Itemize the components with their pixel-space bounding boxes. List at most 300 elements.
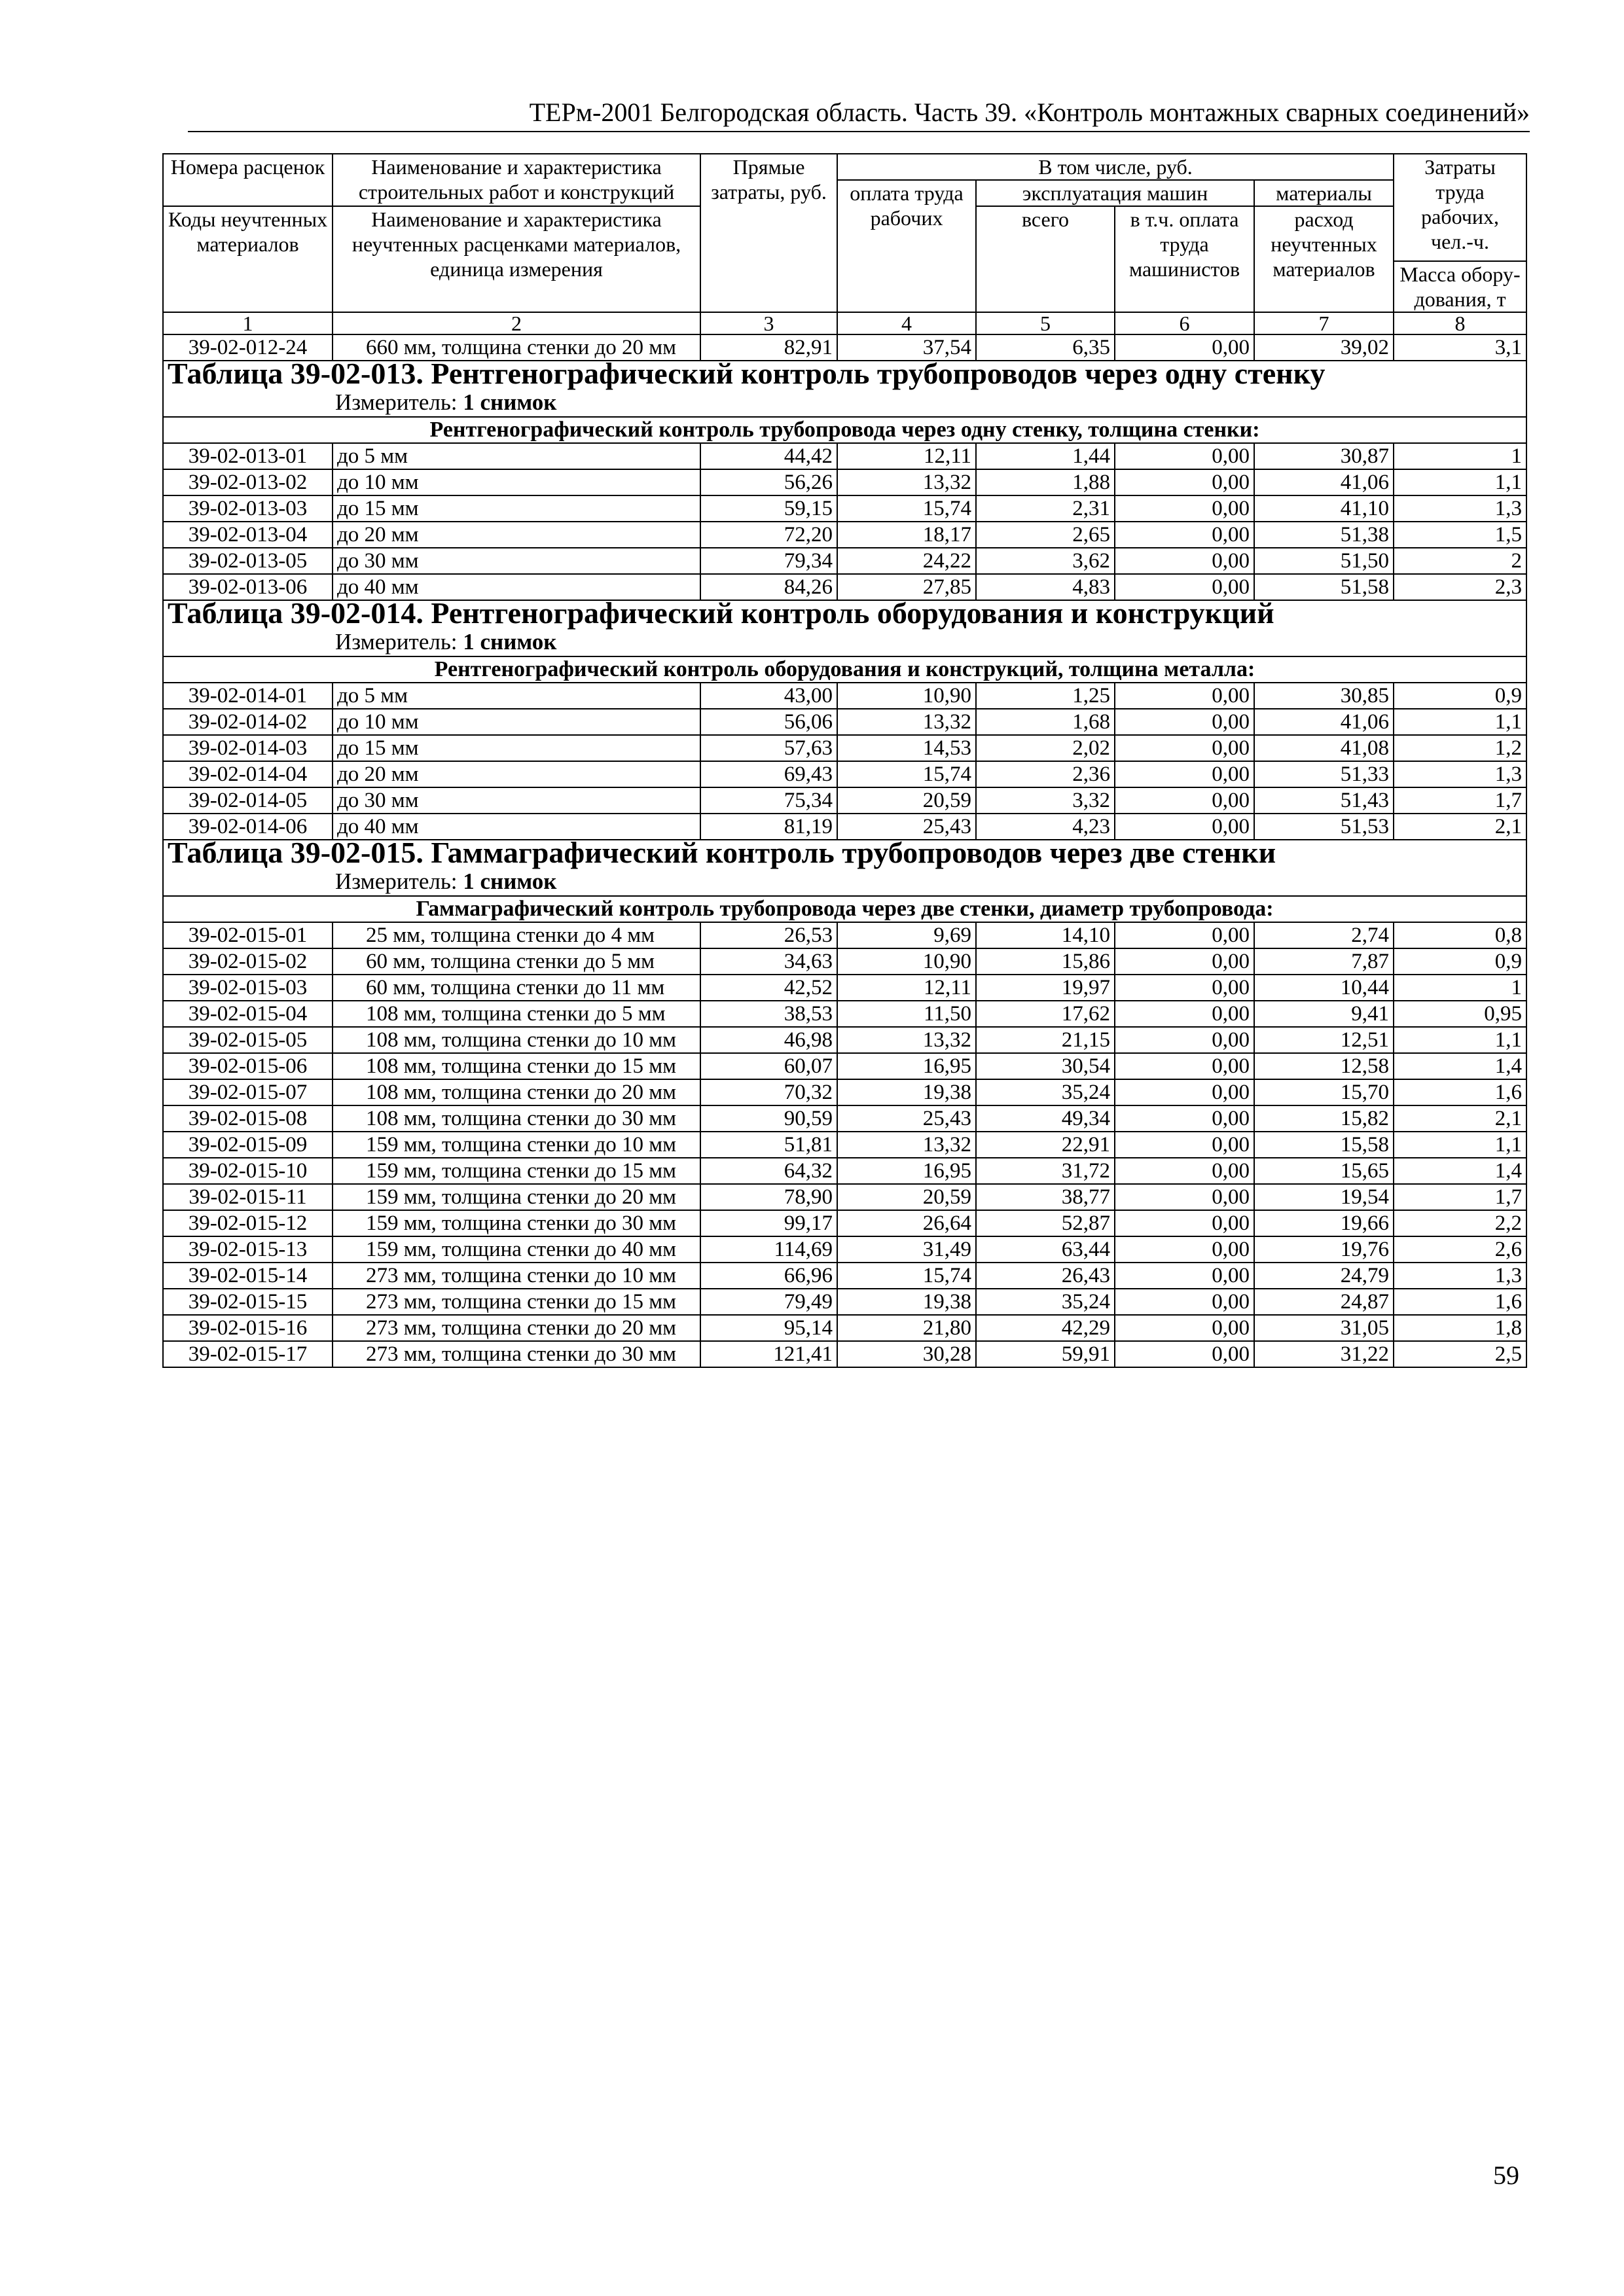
row-machine-cost: 31,72 [976, 1158, 1115, 1184]
row-labor-cost: 24,22 [837, 548, 976, 574]
row-name: 60 мм, толщина стенки до 11 мм [333, 975, 700, 1001]
row-code: 39-02-015-08 [163, 1105, 333, 1132]
row-operator-cost: 0,00 [1115, 922, 1254, 948]
row-machine-cost: 35,24 [976, 1289, 1115, 1315]
row-operator-cost: 0,00 [1115, 1105, 1254, 1132]
row-machine-cost: 52,87 [976, 1210, 1115, 1236]
table-row [163, 1289, 1526, 1315]
row-name: 108 мм, толщина стенки до 5 мм [333, 1001, 700, 1027]
col7-header: расход неучтенных материалов [1254, 206, 1394, 312]
row-direct-cost: 90,59 [700, 1105, 837, 1132]
row-labor-hours: 1,1 [1394, 469, 1526, 495]
row-material-cost: 19,54 [1254, 1184, 1394, 1210]
row-labor-cost: 13,32 [837, 1132, 976, 1158]
row-material-cost: 15,58 [1254, 1132, 1394, 1158]
row-name: 273 мм, толщина стенки до 30 мм [333, 1341, 700, 1367]
section-015-title: Таблица 39-02-015. Гаммаграфический контроль трубопроводов через две стенки [168, 840, 1276, 869]
row-labor-cost: 11,50 [837, 1001, 976, 1027]
row-name: 108 мм, толщина стенки до 10 мм [333, 1027, 700, 1053]
row-labor-hours: 1,7 [1394, 1184, 1526, 1210]
section-014-rows [163, 683, 1526, 840]
row-name: до 15 мм [333, 495, 700, 522]
section-013-rows [163, 443, 1526, 600]
table-row [163, 1263, 1526, 1289]
row-labor-hours: 1,6 [1394, 1079, 1526, 1105]
row-code: 39-02-015-01 [163, 922, 333, 948]
table-row [163, 548, 1526, 574]
row-machine-cost: 3,62 [976, 548, 1115, 574]
col8-top-header: Затраты труда рабочих, чел.-ч. [1394, 154, 1526, 261]
row-operator-cost: 0,00 [1115, 495, 1254, 522]
row-labor-cost: 20,59 [837, 1184, 976, 1210]
row-material-cost: 30,85 [1254, 683, 1394, 709]
table-row [163, 709, 1526, 735]
row-machine-cost: 14,10 [976, 922, 1115, 948]
row-labor-hours: 0,95 [1394, 1001, 1526, 1027]
row-direct-cost: 56,06 [700, 709, 837, 735]
row-material-cost: 39,02 [1254, 334, 1394, 361]
row-machine-cost: 17,62 [976, 1001, 1115, 1027]
meter-label: Измеритель: [335, 869, 458, 894]
subheader-row [163, 896, 1526, 922]
row-direct-cost: 78,90 [700, 1184, 837, 1210]
row-direct-cost: 46,98 [700, 1027, 837, 1053]
meter-value: 1 снимок [463, 629, 557, 655]
row-code: 39-02-015-13 [163, 1236, 333, 1263]
row-code: 39-02-015-12 [163, 1210, 333, 1236]
row-direct-cost: 60,07 [700, 1053, 837, 1079]
table-row [163, 735, 1526, 761]
row-material-cost: 19,66 [1254, 1210, 1394, 1236]
row-name: 159 мм, толщина стенки до 20 мм [333, 1184, 700, 1210]
table-row [163, 1184, 1526, 1210]
row-material-cost: 51,58 [1254, 574, 1394, 600]
row-labor-hours: 1,2 [1394, 735, 1526, 761]
meter-value: 1 снимок [463, 389, 557, 415]
row-material-cost: 51,53 [1254, 814, 1394, 840]
row-operator-cost: 0,00 [1115, 787, 1254, 814]
row-direct-cost: 99,17 [700, 1210, 837, 1236]
row-material-cost: 51,38 [1254, 522, 1394, 548]
table-row [163, 1236, 1526, 1263]
row-machine-cost: 19,97 [976, 975, 1115, 1001]
row-machine-cost: 1,44 [976, 443, 1115, 469]
row-direct-cost: 82,91 [700, 334, 837, 361]
col6-header: в т.ч. оплата труда машинистов [1115, 206, 1254, 312]
row-material-cost: 31,05 [1254, 1315, 1394, 1341]
row-operator-cost: 0,00 [1115, 1158, 1254, 1184]
col-number: 7 [1254, 312, 1394, 334]
row-name: 159 мм, толщина стенки до 40 мм [333, 1236, 700, 1263]
row-machine-cost: 1,25 [976, 683, 1115, 709]
row-labor-cost: 27,85 [837, 574, 976, 600]
row-code: 39-02-015-07 [163, 1079, 333, 1105]
row-machine-cost: 63,44 [976, 1236, 1115, 1263]
section-015-head [163, 840, 1526, 922]
table-row [163, 683, 1526, 709]
subheader-row [163, 656, 1526, 683]
row-machine-cost: 22,91 [976, 1132, 1115, 1158]
row-operator-cost: 0,00 [1115, 1341, 1254, 1367]
row-code: 39-02-013-02 [163, 469, 333, 495]
row-code: 39-02-012-24 [163, 334, 333, 361]
row-operator-cost: 0,00 [1115, 1053, 1254, 1079]
section-014-title-cell [163, 600, 1526, 656]
meter-label: Измеритель: [335, 389, 458, 415]
table-row [163, 1027, 1526, 1053]
section-title-row [163, 361, 1526, 417]
row-code: 39-02-013-06 [163, 574, 333, 600]
row-direct-cost: 56,26 [700, 469, 837, 495]
row-material-cost: 41,10 [1254, 495, 1394, 522]
row-direct-cost: 44,42 [700, 443, 837, 469]
subheader-row [163, 417, 1526, 443]
row-code: 39-02-014-02 [163, 709, 333, 735]
row-name: до 5 мм [333, 683, 700, 709]
row-machine-cost: 1,88 [976, 469, 1115, 495]
row-operator-cost: 0,00 [1115, 1027, 1254, 1053]
row-name: 273 мм, толщина стенки до 10 мм [333, 1263, 700, 1289]
header-rule [188, 131, 1530, 132]
row-labor-cost: 13,32 [837, 469, 976, 495]
row-direct-cost: 121,41 [700, 1341, 837, 1367]
row-direct-cost: 72,20 [700, 522, 837, 548]
row-name: 60 мм, толщина стенки до 5 мм [333, 948, 700, 975]
row-machine-cost: 4,83 [976, 574, 1115, 600]
table-row [163, 443, 1526, 469]
col-number: 3 [700, 312, 837, 334]
row-name: до 15 мм [333, 735, 700, 761]
row-machine-cost: 26,43 [976, 1263, 1115, 1289]
row-name: 159 мм, толщина стенки до 10 мм [333, 1132, 700, 1158]
row-direct-cost: 84,26 [700, 574, 837, 600]
row-labor-cost: 19,38 [837, 1079, 976, 1105]
row-direct-cost: 79,34 [700, 548, 837, 574]
table-row [163, 948, 1526, 975]
row-code: 39-02-013-04 [163, 522, 333, 548]
row-material-cost: 15,65 [1254, 1158, 1394, 1184]
row-labor-cost: 37,54 [837, 334, 976, 361]
row-machine-cost: 2,31 [976, 495, 1115, 522]
row-labor-cost: 21,80 [837, 1315, 976, 1341]
section-013-title: Таблица 39-02-013. Рентгенографический контроль трубопроводов через одну стенку [168, 361, 1326, 390]
row-direct-cost: 59,15 [700, 495, 837, 522]
row-labor-hours: 0,8 [1394, 922, 1526, 948]
row-labor-cost: 16,95 [837, 1158, 976, 1184]
table-row [163, 469, 1526, 495]
row-material-cost: 41,06 [1254, 469, 1394, 495]
row-material-cost: 15,70 [1254, 1079, 1394, 1105]
section-014-head [163, 600, 1526, 683]
row-code: 39-02-015-16 [163, 1315, 333, 1341]
table-row [163, 1341, 1526, 1367]
row-labor-hours: 1,7 [1394, 787, 1526, 814]
row-labor-cost: 20,59 [837, 787, 976, 814]
row-direct-cost: 64,32 [700, 1158, 837, 1184]
row-operator-cost: 0,00 [1115, 1079, 1254, 1105]
table-row [163, 495, 1526, 522]
row-code: 39-02-015-05 [163, 1027, 333, 1053]
table-row [163, 1053, 1526, 1079]
table-row [163, 814, 1526, 840]
row-name: до 10 мм [333, 469, 700, 495]
row-labor-cost: 9,69 [837, 922, 976, 948]
table-row [163, 922, 1526, 948]
row-code: 39-02-015-11 [163, 1184, 333, 1210]
section-013-title-cell [163, 361, 1526, 417]
row-material-cost: 51,33 [1254, 761, 1394, 787]
table-row [163, 1315, 1526, 1341]
row-machine-cost: 59,91 [976, 1341, 1115, 1367]
row-operator-cost: 0,00 [1115, 948, 1254, 975]
section-title-row [163, 840, 1526, 896]
row-labor-hours: 1,4 [1394, 1158, 1526, 1184]
row-labor-hours: 0,9 [1394, 683, 1526, 709]
row-direct-cost: 66,96 [700, 1263, 837, 1289]
row-material-cost: 9,41 [1254, 1001, 1394, 1027]
row-name: 108 мм, толщина стенки до 20 мм [333, 1079, 700, 1105]
row-material-cost: 15,82 [1254, 1105, 1394, 1132]
row-labor-hours: 1,8 [1394, 1315, 1526, 1341]
row-material-cost: 41,06 [1254, 709, 1394, 735]
section-015-meter [168, 865, 1522, 895]
row-labor-hours: 0,9 [1394, 948, 1526, 975]
col1-bottom-header: Коды неучтенных материалов [163, 206, 333, 312]
section-014-title: Таблица 39-02-014. Рентгенографический контроль оборудования и конструкций [168, 600, 1274, 630]
row-labor-cost: 25,43 [837, 1105, 976, 1132]
row-labor-cost: 25,43 [837, 814, 976, 840]
meter-value: 1 снимок [463, 869, 557, 894]
row-code: 39-02-015-10 [163, 1158, 333, 1184]
row-material-cost: 51,43 [1254, 787, 1394, 814]
page-header-title: ТЕРм-2001 Белгородская область. Часть 39. «Контроль монтажных сварных соединений» [529, 98, 1530, 127]
row-machine-cost: 15,86 [976, 948, 1115, 975]
col-number: 8 [1394, 312, 1526, 334]
row-name: до 10 мм [333, 709, 700, 735]
table-row [163, 1001, 1526, 1027]
row-labor-hours: 1,3 [1394, 495, 1526, 522]
row-code: 39-02-014-04 [163, 761, 333, 787]
table-row [163, 1210, 1526, 1236]
row-operator-cost: 0,00 [1115, 1132, 1254, 1158]
row-labor-hours: 2,5 [1394, 1341, 1526, 1367]
row-material-cost: 30,87 [1254, 443, 1394, 469]
row-operator-cost: 0,00 [1115, 443, 1254, 469]
row-machine-cost: 1,68 [976, 709, 1115, 735]
row-name: 25 мм, толщина стенки до 4 мм [333, 922, 700, 948]
row-labor-cost: 15,74 [837, 761, 976, 787]
row-labor-hours: 1,4 [1394, 1053, 1526, 1079]
row-name: до 40 мм [333, 574, 700, 600]
row-code: 39-02-014-01 [163, 683, 333, 709]
row-machine-cost: 30,54 [976, 1053, 1115, 1079]
row-labor-cost: 16,95 [837, 1053, 976, 1079]
section-013-meter [168, 386, 1522, 416]
col-number: 4 [837, 312, 976, 334]
row-machine-cost: 35,24 [976, 1079, 1115, 1105]
row-labor-hours: 1,6 [1394, 1289, 1526, 1315]
row-name: 273 мм, толщина стенки до 20 мм [333, 1315, 700, 1341]
section-015-title-cell [163, 840, 1526, 896]
col-number: 2 [333, 312, 700, 334]
table-row [163, 1105, 1526, 1132]
row-name: до 5 мм [333, 443, 700, 469]
row-operator-cost: 0,00 [1115, 469, 1254, 495]
row-machine-cost: 21,15 [976, 1027, 1115, 1053]
row-code: 39-02-013-05 [163, 548, 333, 574]
row-material-cost: 7,87 [1254, 948, 1394, 975]
row-code: 39-02-014-05 [163, 787, 333, 814]
row-direct-cost: 69,43 [700, 761, 837, 787]
row-operator-cost: 0,00 [1115, 334, 1254, 361]
row-labor-hours: 2,1 [1394, 1105, 1526, 1132]
row-code: 39-02-014-03 [163, 735, 333, 761]
row-labor-hours: 3,1 [1394, 334, 1526, 361]
table-row [163, 522, 1526, 548]
section-014-subheader: Рентгенографический контроль оборудования и конструкций, толщина металла: [163, 656, 1526, 683]
row-operator-cost: 0,00 [1115, 814, 1254, 840]
row-labor-cost: 26,64 [837, 1210, 976, 1236]
page-number: 59 [1493, 2161, 1519, 2190]
row-material-cost: 19,76 [1254, 1236, 1394, 1263]
col-number: 5 [976, 312, 1115, 334]
row-name: 108 мм, толщина стенки до 15 мм [333, 1053, 700, 1079]
col8-bottom-header: Масса обору-дования, т [1394, 261, 1526, 312]
row-machine-cost: 2,65 [976, 522, 1115, 548]
row-code: 39-02-013-03 [163, 495, 333, 522]
row-name: до 30 мм [333, 787, 700, 814]
table-row [163, 334, 1526, 361]
col2-bottom-header: Наименование и характеристика неучтенных расценками материалов, единица измерения [333, 206, 700, 312]
col1-top-header: Номера расценок [163, 154, 333, 206]
row-labor-hours: 2 [1394, 548, 1526, 574]
row-name: 159 мм, толщина стенки до 15 мм [333, 1158, 700, 1184]
row-operator-cost: 0,00 [1115, 683, 1254, 709]
row-labor-cost: 30,28 [837, 1341, 976, 1367]
section-015-rows [163, 922, 1526, 1367]
row-name: 108 мм, толщина стенки до 30 мм [333, 1105, 700, 1132]
table-header [163, 154, 1526, 334]
row-operator-cost: 0,00 [1115, 1263, 1254, 1289]
row-material-cost: 12,58 [1254, 1053, 1394, 1079]
row-direct-cost: 51,81 [700, 1132, 837, 1158]
row-operator-cost: 0,00 [1115, 1315, 1254, 1341]
row-code: 39-02-015-17 [163, 1341, 333, 1367]
col2-top-header: Наименование и характеристика строительных работ и конструкций [333, 154, 700, 206]
row-code: 39-02-015-06 [163, 1053, 333, 1079]
row-labor-hours: 1,5 [1394, 522, 1526, 548]
row-direct-cost: 81,19 [700, 814, 837, 840]
machines-header: эксплуатация машин [976, 180, 1254, 206]
row-name: до 20 мм [333, 522, 700, 548]
table-row [163, 975, 1526, 1001]
row-labor-cost: 18,17 [837, 522, 976, 548]
row-machine-cost: 42,29 [976, 1315, 1115, 1341]
row-labor-hours: 2,2 [1394, 1210, 1526, 1236]
row-material-cost: 24,79 [1254, 1263, 1394, 1289]
row-operator-cost: 0,00 [1115, 1210, 1254, 1236]
col3-header: Прямые затраты, руб. [700, 154, 837, 312]
table-row [163, 761, 1526, 787]
table-body [163, 334, 1526, 443]
row-machine-cost: 6,35 [976, 334, 1115, 361]
row-labor-hours: 1 [1394, 975, 1526, 1001]
row-direct-cost: 75,34 [700, 787, 837, 814]
row-machine-cost: 2,02 [976, 735, 1115, 761]
row-material-cost: 31,22 [1254, 1341, 1394, 1367]
row-labor-hours: 1,1 [1394, 709, 1526, 735]
row-direct-cost: 38,53 [700, 1001, 837, 1027]
row-operator-cost: 0,00 [1115, 709, 1254, 735]
row-operator-cost: 0,00 [1115, 1001, 1254, 1027]
row-direct-cost: 43,00 [700, 683, 837, 709]
row-labor-cost: 19,38 [837, 1289, 976, 1315]
row-operator-cost: 0,00 [1115, 735, 1254, 761]
row-code: 39-02-014-06 [163, 814, 333, 840]
row-direct-cost: 34,63 [700, 948, 837, 975]
row-labor-cost: 12,11 [837, 975, 976, 1001]
row-labor-hours: 2,1 [1394, 814, 1526, 840]
row-code: 39-02-013-01 [163, 443, 333, 469]
row-labor-hours: 1,1 [1394, 1132, 1526, 1158]
row-machine-cost: 2,36 [976, 761, 1115, 787]
row-code: 39-02-015-15 [163, 1289, 333, 1315]
section-title-row [163, 600, 1526, 656]
col-number: 6 [1115, 312, 1254, 334]
row-name: 273 мм, толщина стенки до 15 мм [333, 1289, 700, 1315]
row-direct-cost: 70,32 [700, 1079, 837, 1105]
table-row [163, 787, 1526, 814]
table-row [163, 1079, 1526, 1105]
row-direct-cost: 26,53 [700, 922, 837, 948]
row-labor-cost: 13,32 [837, 1027, 976, 1053]
col-number: 1 [163, 312, 333, 334]
row-material-cost: 51,50 [1254, 548, 1394, 574]
row-code: 39-02-015-02 [163, 948, 333, 975]
row-labor-cost: 13,32 [837, 709, 976, 735]
row-material-cost: 2,74 [1254, 922, 1394, 948]
row-operator-cost: 0,00 [1115, 574, 1254, 600]
row-operator-cost: 0,00 [1115, 1236, 1254, 1263]
col5-header: всего [976, 206, 1115, 312]
row-code: 39-02-015-04 [163, 1001, 333, 1027]
row-code: 39-02-015-09 [163, 1132, 333, 1158]
incl-header: В том числе, руб. [837, 154, 1394, 180]
row-direct-cost: 95,14 [700, 1315, 837, 1341]
row-machine-cost: 3,32 [976, 787, 1115, 814]
row-material-cost: 10,44 [1254, 975, 1394, 1001]
row-labor-hours: 1 [1394, 443, 1526, 469]
row-operator-cost: 0,00 [1115, 522, 1254, 548]
row-operator-cost: 0,00 [1115, 548, 1254, 574]
row-labor-cost: 15,74 [837, 1263, 976, 1289]
row-operator-cost: 0,00 [1115, 975, 1254, 1001]
row-labor-hours: 2,6 [1394, 1236, 1526, 1263]
table-row [163, 1158, 1526, 1184]
row-name: до 20 мм [333, 761, 700, 787]
row-labor-cost: 12,11 [837, 443, 976, 469]
row-operator-cost: 0,00 [1115, 1184, 1254, 1210]
table-row [163, 1132, 1526, 1158]
section-013-subheader: Рентгенографический контроль трубопровода через одну стенку, толщина стенки: [163, 417, 1526, 443]
col4-header: оплата труда рабочих [837, 180, 976, 312]
materials-header: материалы [1254, 180, 1394, 206]
row-labor-hours: 1,1 [1394, 1027, 1526, 1053]
table-row [163, 574, 1526, 600]
section-014-meter [168, 626, 1522, 656]
row-labor-cost: 15,74 [837, 495, 976, 522]
row-labor-hours: 1,3 [1394, 1263, 1526, 1289]
